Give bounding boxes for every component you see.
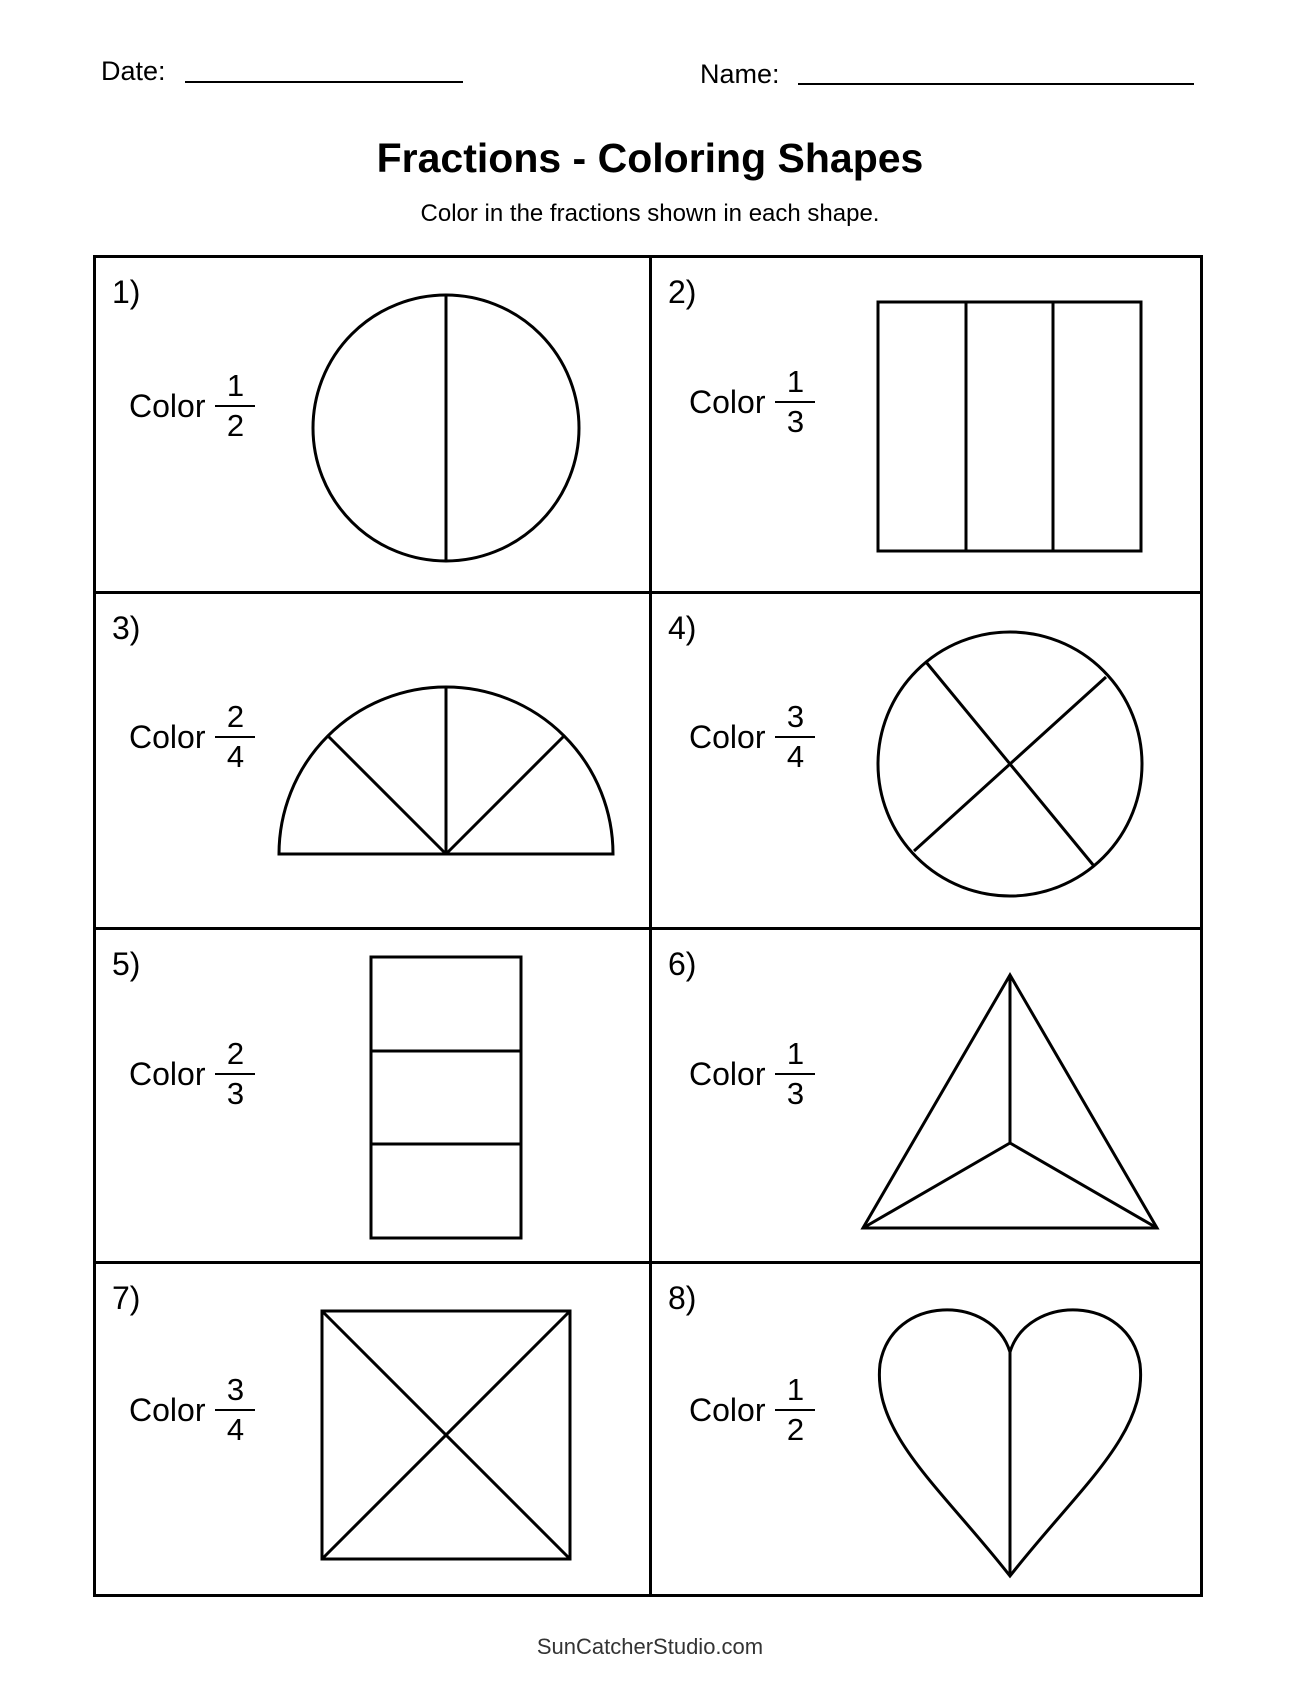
heart-halves-shape[interactable] <box>652 1264 1204 1598</box>
page-title: Fractions - Coloring Shapes <box>376 135 924 181</box>
numerator: 1 <box>226 368 245 403</box>
denominator: 2 <box>786 1412 805 1447</box>
numerator: 2 <box>226 699 245 734</box>
rectangle-thirds-shape[interactable] <box>652 258 1204 592</box>
color-word: Color <box>129 387 206 424</box>
circle-quarters-shape[interactable] <box>652 594 1204 928</box>
denominator: 4 <box>226 739 245 774</box>
numerator: 3 <box>226 1372 245 1407</box>
square-quarters-shape[interactable] <box>96 1264 648 1598</box>
color-word: Color <box>689 1055 766 1092</box>
color-word: Color <box>129 718 206 755</box>
denominator: 2 <box>226 408 245 443</box>
denominator: 4 <box>786 739 805 774</box>
problem-number: 6) <box>668 946 697 982</box>
problem-2 <box>652 258 1204 592</box>
date-label: Date: <box>101 56 166 86</box>
problem-number: 7) <box>112 1280 141 1316</box>
denominator: 3 <box>786 1076 805 1111</box>
page-subtitle: Color in the fractions shown in each shape. <box>420 200 880 227</box>
color-word: Color <box>689 718 766 755</box>
color-word: Color <box>129 1391 206 1428</box>
problem-number: 5) <box>112 946 141 982</box>
numerator: 2 <box>226 1036 245 1071</box>
name-field[interactable] <box>798 83 1194 85</box>
numerator: 1 <box>786 364 805 399</box>
problem-4 <box>652 594 1204 928</box>
problem-5 <box>96 930 648 1264</box>
footer-credit: SunCatcherStudio.com <box>536 1634 764 1659</box>
circle-halves-shape[interactable] <box>96 258 648 592</box>
denominator: 4 <box>226 1412 245 1447</box>
problem-number: 8) <box>668 1280 697 1316</box>
numerator: 3 <box>786 699 805 734</box>
tall-rectangle-thirds-shape[interactable] <box>96 930 648 1264</box>
date-field[interactable] <box>185 81 463 83</box>
problem-8 <box>652 1264 1204 1598</box>
color-word: Color <box>689 1391 766 1428</box>
problem-number: 2) <box>668 274 697 310</box>
problem-grid <box>93 255 1203 1597</box>
numerator: 1 <box>786 1372 805 1407</box>
denominator: 3 <box>226 1076 245 1111</box>
problem-number: 4) <box>668 610 697 646</box>
problem-1 <box>96 258 648 592</box>
numerator: 1 <box>786 1036 805 1071</box>
triangle-thirds-shape[interactable] <box>652 930 1204 1264</box>
color-word: Color <box>129 1055 206 1092</box>
problem-number: 3) <box>112 610 141 646</box>
problem-number: 1) <box>112 274 141 310</box>
problem-3 <box>96 594 648 928</box>
semicircle-quarters-shape[interactable] <box>96 594 648 928</box>
denominator: 3 <box>786 404 805 439</box>
name-label: Name: <box>700 59 780 89</box>
problem-6 <box>652 930 1204 1264</box>
problem-7 <box>96 1264 648 1598</box>
color-word: Color <box>689 383 766 420</box>
